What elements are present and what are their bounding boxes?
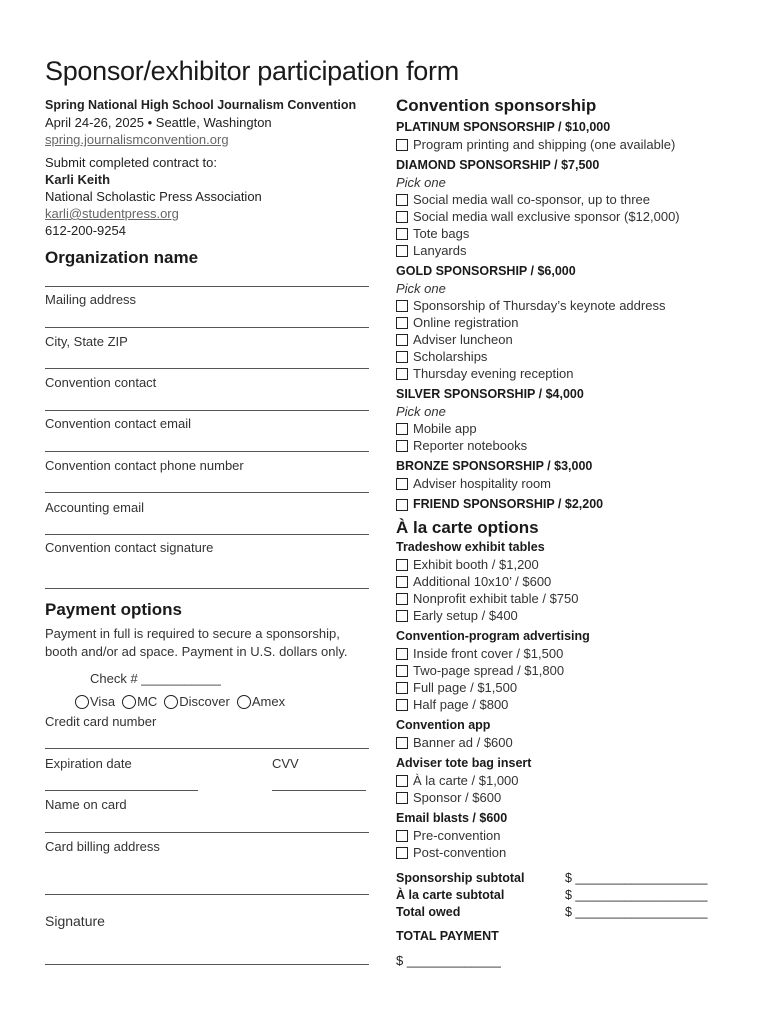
gold-title: GOLD SPONSORSHIP / $6,000 bbox=[396, 264, 576, 278]
tradeshow-option-2[interactable]: Additional 10x10’ / $600 bbox=[396, 573, 746, 590]
name-on-card-label: Name on card bbox=[45, 797, 127, 812]
expiration-date-label: Expiration date bbox=[45, 756, 132, 771]
silver-pick-one: Pick one bbox=[396, 404, 446, 419]
program-option-2[interactable]: Two-page spread / $1,800 bbox=[396, 662, 746, 679]
checkbox-icon[interactable] bbox=[396, 699, 408, 711]
diamond-option-1[interactable]: Social media wall co-sponsor, up to three bbox=[396, 191, 746, 208]
tradeshow-option-3[interactable]: Nonprofit exhibit table / $750 bbox=[396, 590, 746, 607]
diamond-option-4[interactable]: Lanyards bbox=[396, 242, 746, 259]
program-option-3[interactable]: Full page / $1,500 bbox=[396, 679, 746, 696]
mc-option[interactable]: MC bbox=[122, 694, 157, 709]
program-ad-title: Convention-program advertising bbox=[396, 629, 590, 643]
tote-option-2[interactable]: Sponsor / $600 bbox=[396, 789, 746, 806]
checkbox-icon[interactable] bbox=[396, 775, 408, 787]
checkbox-icon[interactable] bbox=[396, 847, 408, 859]
convention-contact-field[interactable] bbox=[45, 410, 369, 411]
signature-field[interactable] bbox=[45, 964, 369, 965]
tradeshow-option-1[interactable]: Exhibit booth / $1,200 bbox=[396, 556, 746, 573]
checkbox-icon[interactable] bbox=[396, 194, 408, 206]
billing-address-label: Card billing address bbox=[45, 839, 160, 854]
contact-signature-label: Convention contact signature bbox=[45, 540, 214, 555]
sponsorship-subtotal-field[interactable]: $ ___________________ bbox=[565, 871, 708, 885]
cvv-field[interactable] bbox=[272, 790, 366, 791]
diamond-option-3[interactable]: Tote bags bbox=[396, 225, 746, 242]
cvv-label: CVV bbox=[272, 756, 299, 771]
payment-heading: Payment options bbox=[45, 600, 182, 619]
checkbox-icon[interactable] bbox=[396, 478, 408, 490]
silver-option-2[interactable]: Reporter notebooks bbox=[396, 437, 746, 454]
program-option-4[interactable]: Half page / $800 bbox=[396, 696, 746, 713]
tote-option-1[interactable]: À la carte / $1,000 bbox=[396, 772, 746, 789]
checkbox-icon[interactable] bbox=[396, 499, 408, 511]
contact-email-link[interactable]: karli@studentpress.org bbox=[45, 206, 179, 221]
contact-phone-field[interactable] bbox=[45, 492, 369, 493]
credit-card-number-field[interactable] bbox=[45, 748, 369, 749]
total-owed-field[interactable]: $ ___________________ bbox=[565, 905, 708, 919]
checkbox-icon[interactable] bbox=[396, 665, 408, 677]
app-option-1[interactable]: Banner ad / $600 bbox=[396, 734, 746, 751]
contact-phone: 612-200-9254 bbox=[45, 223, 126, 238]
checkbox-icon[interactable] bbox=[396, 423, 408, 435]
visa-option[interactable]: Visa bbox=[75, 694, 115, 709]
organization-heading: Organization name bbox=[45, 248, 199, 267]
checkbox-icon[interactable] bbox=[396, 245, 408, 257]
checkbox-icon[interactable] bbox=[396, 593, 408, 605]
convention-contact-label: Convention contact bbox=[45, 375, 157, 390]
friend-option[interactable]: FRIEND SPONSORSHIP / $2,200 bbox=[396, 496, 746, 513]
contact-email-field[interactable] bbox=[45, 451, 369, 452]
mailing-address-field[interactable] bbox=[45, 327, 369, 328]
contact-email-label: Convention contact email bbox=[45, 416, 191, 431]
email-blasts-title: Email blasts / $600 bbox=[396, 811, 508, 825]
checkbox-icon[interactable] bbox=[396, 737, 408, 749]
payment-note: Payment in full is required to secure a sponsorship, booth and/or ad space. Payment in U.S. dollars only. bbox=[45, 626, 348, 659]
diamond-option-2[interactable]: Social media wall exclusive sponsor ($12,000) bbox=[396, 208, 746, 225]
diamond-title: DIAMOND SPONSORSHIP / $7,500 bbox=[396, 158, 600, 172]
tote-title: Adviser tote bag insert bbox=[396, 756, 532, 770]
checkbox-icon[interactable] bbox=[396, 317, 408, 329]
convention-website-link[interactable]: spring.journalismconvention.org bbox=[45, 132, 229, 147]
platinum-title: PLATINUM SPONSORSHIP / $10,000 bbox=[396, 120, 611, 134]
discover-option[interactable]: Discover bbox=[164, 694, 230, 709]
program-option-1[interactable]: Inside front cover / $1,500 bbox=[396, 645, 746, 662]
radio-icon[interactable] bbox=[122, 695, 136, 709]
totals-section bbox=[396, 870, 736, 921]
alacarte-subtotal-label: À la carte subtotal bbox=[396, 888, 505, 902]
gold-option-2[interactable]: Online registration bbox=[396, 314, 746, 331]
sponsorship-heading: Convention sponsorship bbox=[396, 96, 597, 115]
credit-card-number-label: Credit card number bbox=[45, 714, 157, 729]
checkbox-icon[interactable] bbox=[396, 351, 408, 363]
app-title: Convention app bbox=[396, 718, 491, 732]
submit-instructions: Submit completed contract to: bbox=[45, 155, 217, 170]
gold-option-1[interactable]: Sponsorship of Thursday’s keynote address bbox=[396, 297, 746, 314]
email-option-2[interactable]: Post-convention bbox=[396, 844, 746, 861]
name-on-card-field[interactable] bbox=[45, 832, 369, 833]
diamond-pick-one: Pick one bbox=[396, 175, 446, 190]
page-title: Sponsor/exhibitor participation form bbox=[45, 56, 459, 86]
accounting-email-label: Accounting email bbox=[45, 500, 144, 515]
gold-pick-one: Pick one bbox=[396, 281, 446, 296]
bronze-option-1[interactable]: Adviser hospitality room bbox=[396, 475, 746, 492]
checkbox-icon[interactable] bbox=[396, 139, 408, 151]
amex-option[interactable]: Amex bbox=[237, 694, 285, 709]
checkbox-icon[interactable] bbox=[396, 792, 408, 804]
gold-option-5[interactable]: Thursday evening reception bbox=[396, 365, 746, 382]
checkbox-icon[interactable] bbox=[396, 368, 408, 380]
checkbox-icon[interactable] bbox=[396, 211, 408, 223]
expiration-date-field[interactable] bbox=[45, 790, 198, 791]
radio-icon[interactable] bbox=[237, 695, 251, 709]
checkbox-icon[interactable] bbox=[396, 559, 408, 571]
checkbox-icon[interactable] bbox=[396, 334, 408, 346]
convention-name: Spring National High School Journalism Convention bbox=[45, 98, 357, 112]
tradeshow-option-4[interactable]: Early setup / $400 bbox=[396, 607, 746, 624]
total-payment-field[interactable]: $ _____________ bbox=[396, 953, 501, 968]
silver-title: SILVER SPONSORSHIP / $4,000 bbox=[396, 387, 584, 401]
email-option-1[interactable]: Pre-convention bbox=[396, 827, 746, 844]
card-type-options bbox=[75, 694, 285, 709]
checkbox-icon[interactable] bbox=[396, 648, 408, 660]
tradeshow-title: Tradeshow exhibit tables bbox=[396, 540, 545, 554]
checkbox-icon[interactable] bbox=[396, 830, 408, 842]
radio-icon[interactable] bbox=[75, 695, 89, 709]
radio-icon[interactable] bbox=[164, 695, 178, 709]
accounting-email-field[interactable] bbox=[45, 534, 369, 535]
alacarte-heading: À la carte options bbox=[396, 518, 539, 537]
organization-name-field[interactable] bbox=[45, 286, 369, 287]
checkbox-icon[interactable] bbox=[396, 682, 408, 694]
silver-option-1[interactable]: Mobile app bbox=[396, 420, 746, 437]
gold-option-4[interactable]: Scholarships bbox=[396, 348, 746, 365]
total-owed-label: Total owed bbox=[396, 905, 461, 919]
contact-org: National Scholastic Press Association bbox=[45, 189, 262, 204]
total-payment-label: TOTAL PAYMENT bbox=[396, 929, 499, 943]
convention-info bbox=[45, 97, 370, 239]
contact-signature-field[interactable] bbox=[45, 588, 369, 589]
contact-name: Karli Keith bbox=[45, 172, 111, 187]
check-number-field[interactable]: Check # ___________ bbox=[90, 671, 221, 686]
checkbox-icon[interactable] bbox=[396, 300, 408, 312]
contact-phone-label: Convention contact phone number bbox=[45, 458, 244, 473]
checkbox-icon[interactable] bbox=[396, 576, 408, 588]
city-state-zip-field[interactable] bbox=[45, 368, 369, 369]
signature-label: Signature bbox=[45, 913, 105, 929]
checkbox-icon[interactable] bbox=[396, 440, 408, 452]
sponsorship-section bbox=[396, 96, 746, 861]
alacarte-subtotal-field[interactable]: $ ___________________ bbox=[565, 888, 708, 902]
bronze-title: BRONZE SPONSORSHIP / $3,000 bbox=[396, 459, 593, 473]
platinum-option-1[interactable]: Program printing and shipping (one available) bbox=[396, 136, 746, 153]
checkbox-icon[interactable] bbox=[396, 228, 408, 240]
city-state-zip-label: City, State ZIP bbox=[45, 334, 128, 349]
billing-address-field[interactable] bbox=[45, 894, 369, 895]
mailing-address-label: Mailing address bbox=[45, 292, 137, 307]
convention-dates: April 24-26, 2025 • Seattle, Washington bbox=[45, 115, 272, 130]
sponsorship-subtotal-label: Sponsorship subtotal bbox=[396, 871, 525, 885]
gold-option-3[interactable]: Adviser luncheon bbox=[396, 331, 746, 348]
checkbox-icon[interactable] bbox=[396, 610, 408, 622]
